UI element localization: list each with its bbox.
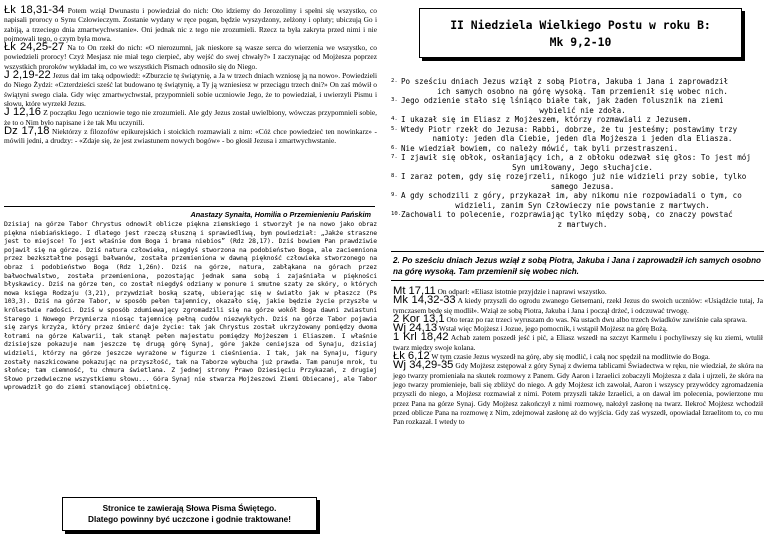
right-column [391, 0, 764, 543]
verse [391, 172, 764, 191]
gospel-verses [391, 77, 764, 229]
reading [393, 312, 763, 325]
reading-text: Achab zatem poszedł jeść i pić, a Eliasz wszedł na szczyt Karmelu i pochyliwszy się ku ziemi, wtulił twarz między swoje kolana. [393, 333, 763, 352]
verse-text: Nie wiedział bowiem, co należy mówić, tak byli przestraszeni. [401, 143, 679, 153]
reading-ref: 1 Krl 18,42 [393, 331, 449, 344]
reading-ref: Mt 17,11 [393, 285, 436, 297]
homily-title: Anastazy Synaita, Homilia o Przemienieniu Pańskim [190, 210, 371, 219]
verse-text-cont: widzieli, zanim Syn Człowieczy nie powstanie z martwych. [455, 200, 710, 210]
reading-text: Gdy Mojżesz zstępował z góry Synaj z dwiema tablicami Świadectwa w ręku, nie wiedział, że skóra na jego twarzy promieniała na skutek rozmowy z Panem. Gdy Aaron i Izraelici zobaczyli Mojżesza z dala i ujrzeli, że skóra na jego twarzy promienieje, bali się zbliżyć do niego. A gdy Mojżesz ich zawołał, Aaron i wszyscy przywódcy zgromadzenia przyszli do niego, a Mojżesz rozmawiał z nimi. Potem przyszli także Izraelici, a on dawał im polecenia, powierzone mu przez Pana na górze Synaj. Gdy Mojżesz zakończył z nimi rozmowę, nałożył zasłonę na twarz. Ilekroć Mojżesz wchodził przed oblicze Pana na rozmowę z Nim, zdejmował zasłonę aż do wyjścia. Gdy zaś wyszedł, opowiadał Izraelitom to, co mu Pan rozkazał. I wtedy to [393, 361, 763, 427]
left-readings [4, 6, 377, 145]
reading-text: Niektórzy z filozofów epikurejskich i stoickich rozmawiali z nim: «Cóż chce powiedzieć ten nowinkarz» - mówili jedni, a drudzy: - «Zdaje się, że jest zwiastunem nowych bogów» - bo głosił Jezusa i zmartwychwstanie. [4, 126, 377, 146]
key-verse-quote [393, 256, 761, 277]
reading [393, 361, 763, 426]
reading-ref: Mk 14,32-33 [393, 294, 456, 307]
reading [4, 108, 377, 127]
verse-text: Wtedy Piotr rzekł do Jezusa: Rabbi, dobrze, że tu jesteśmy; postawimy trzy [401, 124, 738, 134]
reading-ref: Dz 17,18 [4, 124, 50, 137]
notice-box [62, 497, 317, 531]
verse [391, 153, 764, 172]
reading-text: Jezus dał im taką odpowiedź: «Zburzcie tę świątynię, a Ja w trzech dniach wzniosę ją na nowo». Powiedzieli do Niego Żydzi: «Czterdzieści sześć lat budowano tę świątynię, a Ty ją wzniesiesz w przeciągu trzech dni?» On zaś mówił o świątyni swego ciała. Gdy więc zmartwychwstał, przypomnieli sobie uczniowie Jego, że to powiedział, i uwierzyli Pismu i słowu, które wyrzekł Jezus. [4, 71, 377, 108]
page-title: II Niedziela Wielkiego Postu w roku B: [450, 18, 711, 32]
verse [391, 191, 764, 210]
reading-ref: Łk 18,31-34 [4, 4, 65, 16]
verse-number: 10. [391, 211, 402, 217]
notice-line: Dlatego powinny być uczczone i godnie traktowane! [88, 515, 291, 524]
verse-text: I ukazał się im Eliasz z Mojżeszem, którzy rozmawiali z Jezusem. [401, 115, 692, 124]
verse [391, 77, 764, 96]
reading-ref: 2 Kor 13,1 [393, 312, 445, 325]
quote-number: 2. [393, 256, 400, 265]
notice-line: Stronice te zawierają Słowa Pisma Świętego. [102, 504, 277, 513]
reading-text: Oto teraz po raz trzeci wyruszam do was. Na ustach dwu albo trzech świadków zawiśnie cała sprawa. [446, 314, 747, 324]
reading-ref: Łk 6,12 [393, 350, 430, 363]
verse-text-cont: Syn umiłowany, Jego słuchajcie. [512, 162, 653, 172]
homily-text: Dzisiaj na górze Tabor Chrystus odnowił oblicze piękna ziemskiego i stworzył je na nowo jako obraz piękna niebiańskiego. I dlatego jest rzeczą słuszną i sprawiedliwą, bym powiedział: „Jakże straszne jest to miejsce! To jest właśnie dom Boga i brama niebios” (Rdz 28,17). Dziś bowiem Pan prawdziwie pojawił się na górze. Dziś natura człowieka, niegdyś stworzona na podobieństwo Boga, ale zaciemniona przez bezkształtne posągi bałwanów, została przemieniona w dawną piękność człowieka stworzonego na obraz i podobieństwo Boga (Rdz 1,26n). Dziś na górze, natura, zabłąkana na górach przez bałwochwalstwo, została przemieniona, pozostając jednak sama sobą i zajaśniała w piękności błyskawicy. Dziś na górze ten, co został niegdyś odziany w ponure i smutne szaty ze skóry, o których mowa księga Rodzaju (3,21), przywdział boską szatę, ubierając się w światło jak w płaszcz (Ps 103,3). Dziś na górze Tabor, w sposób pełen tajemnicy, okazało się, jakie będzie życie przyszłe w królestwie radości. Dziś w sposób zdumiewający zgromadzili się na górze wokół Boga dawni zwiastuni Starego i Nowego Przymierza niosąc tajemnicę pełną cudów niezwykłych. Dziś na górze Tabor pojawia się zarys krzyża, który przez śmierć daje życie: tak jak Chrystus został ukrzyżowany pomiędzy dwoma łotrami na górze Kalwarii, tak stanął pełen majestatu pomiędzy Mojżeszem i Eliaszem. I właśnie dzisiejsze pokazuje nam jeszcze tę drugą górę Synaj, góre jakże ceniejsza od Synaju, dzisiaj widzieli, którzy na górze jeszcze wyrażone w figurze i cieśnienia. I tak, jak na Synaju, figury zostały naszkicowane pokazując na przyszłość, tak na Taborze wybucha już prawda. Tam panuje mrok, tu słońce; tam ciemność, tu chmura świetlana. Z jednej strony Prawo Dziesięciu Przykazań, z drugiej Słowo przedwieczne wszystkiemu słowu... Góra Synaj nie stwarza Mojżeszowi Ziemi Obiecanej, ale Tabor wprowadził go do ziemi stanowiącej obietnicę. [4, 220, 377, 392]
verse [391, 96, 764, 115]
verse-text-cont: namioty: jeden dla Ciebie, jeden dla Mojżesza i jeden dla Eliasza. [432, 134, 733, 143]
verse-number: 5. [391, 125, 398, 132]
reading-ref: Łk 24,25-27 [4, 41, 65, 54]
reading-text: Potem wziął Dwunastu i powiedział do nich: Oto idziemy do Jerozolimy i spełni się wszystko, co napisali prorocy o Synu Człowieczym. Zostanie wydany w ręce pogan, będzie wyszydzony, zelżony i opluty; ubiczują Go i zabiją, a trzeciego dnia zmartwychwstanie». Oni jednak nic z tego nie zrozumieli. Rzecz ta była zakryta przed nimi i nie pojmowali tego, o czym była mowa. [4, 6, 377, 43]
verse-text-cont: z martwych. [557, 219, 608, 229]
reading-text: Wstał więc Mojżesz i Jozue, jego pomocnik, i wstąpił Mojżesz na górę Bożą. [438, 324, 668, 334]
verse-text: Po sześciu dniach Jezus wziął z sobą Piotra, Jakuba i Jana i zaprowadził [401, 77, 729, 86]
reading [393, 296, 763, 315]
verse [391, 125, 764, 144]
reading [4, 6, 377, 43]
verse-number: 7. [391, 154, 398, 160]
reading-ref: Wj 34,29-35 [393, 359, 454, 372]
section-divider [4, 206, 375, 207]
verse-text-cont: samego Jezusa. [550, 181, 615, 191]
section-divider [391, 280, 764, 281]
quote-text: Po sześciu dniach Jezus wziął z sobą Piotra, Jakuba i Jana i zaprowadził ich samych osobno na górę wysoką. Tam przemienił się wobec nich. [393, 256, 762, 276]
reading-text: Z początku Jego uczniowie tego nie zrozumieli. Ale gdy Jezus został uwielbiony, wówczas przypomnieli sobie, że to o Nim było napisane i że tak Mu uczynili. [4, 108, 377, 127]
reading [393, 333, 763, 352]
verse [391, 210, 764, 229]
verse [391, 144, 764, 154]
verse-text: Jego odzienie stało się lśniąco białe tak, jak żaden folusznik na ziemi [401, 96, 724, 105]
verse-number: 9. [391, 192, 398, 198]
verse-text: I zjawił się obłok, osłaniający ich, a z obłoku odezwał się głos: To jest mój [401, 153, 751, 162]
verse-number: 6. [391, 144, 398, 151]
reading [4, 124, 377, 146]
verse-text-cont: ich samych osobno na górę wysoką. Tam przemienił się wobec nich. [437, 86, 728, 96]
left-column [4, 0, 377, 543]
reading-text: A kiedy przyszli do ogrodu zwanego Getsemani, rzekł Jezus do swoich uczniów: «Usiądźcie tutaj, Ja tymczasem będę się modlił». Wziął ze sobą Piotra, Jakuba i Jana i począł drżeć, i odczuwać trwogę. [393, 296, 764, 315]
verse-number: 3. [391, 97, 398, 103]
verse-number: 4. [391, 116, 398, 122]
verse [391, 115, 764, 125]
reading-ref: J 12,16 [4, 106, 42, 119]
verse-number: 8. [391, 173, 398, 179]
verse-number: 2. [391, 78, 398, 84]
verse-text-cont: wybielić nie zdoła. [539, 105, 626, 115]
reading-text: Na to On rzekł do nich: «O nierozumni, jak nieskore są wasze serca do wierzenia we wszystko, co powiedzieli prorocy! Czyż Mesjasz nie miał tego cierpieć, aby wejść do swej chwały?» I zaczynając od Mojżesza poprzez wszystkich proroków wykładał im, co we wszystkich Pismach odnosiło się do Niego. [4, 43, 377, 71]
right-readings [393, 287, 763, 426]
page-subtitle: Mk 9,2-10 [549, 35, 612, 49]
reading-text: On odparł: «Eliasz istotnie przyjdzie i naprawi wszystko. [437, 287, 607, 296]
reading-text: W tym czasie Jezus wyszedł na górę, aby się modlić, i całą noc spędził na modlitwie do Boga. [431, 352, 710, 362]
verse-text: I zaraz potem, gdy się rozejrzeli, nikogo już nie widzieli przy sobie, tylko [401, 172, 747, 181]
reading [4, 71, 377, 108]
title-box [419, 8, 742, 58]
reading-ref: Wj 24,13 [393, 322, 438, 335]
section-divider [391, 251, 764, 252]
verse-text: Zachowali to polecenie, rozprawiając tylko między sobą, co znaczy powstać [401, 210, 733, 219]
reading-ref: J 2,19-22 [4, 69, 51, 82]
reading [4, 43, 377, 71]
verse-text: A gdy schodzili z góry, przykazał im, aby nikomu nie rozpowiadali o tym, co [401, 191, 742, 200]
